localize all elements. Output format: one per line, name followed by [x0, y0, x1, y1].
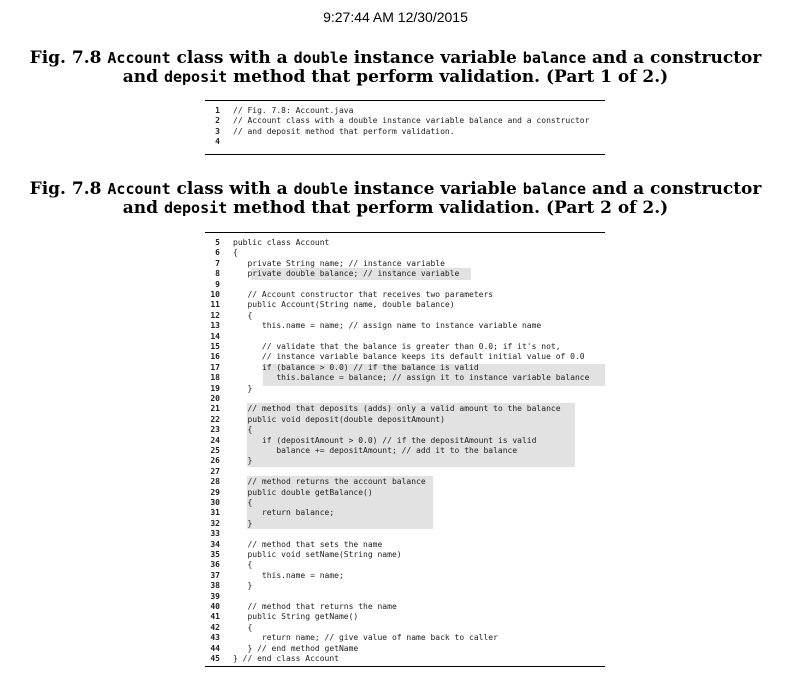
code-line [205, 425, 605, 435]
line-number: 43 [210, 633, 220, 643]
line-number: 45 [210, 654, 220, 663]
line-number: 36 [210, 560, 220, 570]
code-line [205, 290, 605, 300]
line-number: 16 [210, 352, 220, 362]
code-line [205, 269, 605, 279]
code-text: if (balance > 0.0) // if the balance is valid [233, 362, 479, 372]
line-number: 11 [210, 300, 220, 310]
caption-text: instance variable [353, 48, 517, 68]
code-text: } [233, 581, 253, 591]
code-line [205, 415, 605, 425]
line-number: 13 [210, 321, 220, 331]
code-line [205, 106, 605, 116]
line-number: 23 [210, 425, 220, 435]
code-line [205, 238, 605, 248]
line-number: 15 [210, 342, 220, 351]
code-text: return balance; [233, 508, 335, 518]
code-text: private double balance; // instance variable [233, 269, 460, 279]
line-number: 8 [215, 269, 220, 279]
code-line [205, 404, 605, 414]
code-listing-part-1 [205, 100, 605, 155]
line-number: 10 [210, 290, 220, 299]
code-text: // instance variable balance keeps its default initial value of 0.0 [233, 352, 585, 362]
code-text: // method that sets the name [233, 539, 383, 549]
code-text: // Account class with a double instance variable balance and a constructor [233, 116, 590, 126]
code-text: { [233, 310, 253, 320]
code-text: } // end class Account [233, 654, 339, 663]
code-line [205, 342, 605, 352]
caption-text: method that perform validation. (Part 2 of 2.) [233, 198, 669, 218]
code-line [205, 633, 605, 643]
code-line [205, 477, 605, 487]
line-number: 7 [215, 258, 220, 268]
code-line [205, 550, 605, 560]
line-number: 29 [210, 487, 220, 497]
code-text: balance += depositAmount; // add it to the balance [233, 446, 518, 455]
code-text: this.name = name; [233, 570, 344, 580]
line-number: 20 [210, 394, 220, 403]
code-text: { [233, 560, 253, 570]
line-number: 40 [210, 602, 220, 611]
code-line [205, 127, 605, 137]
code-line [205, 137, 605, 147]
line-number: 2 [215, 116, 220, 126]
line-number: 17 [210, 362, 220, 372]
code-text: { [233, 248, 238, 258]
code-text: { [233, 498, 253, 507]
caption-text: method that perform validation. (Part 1 of 2.) [233, 67, 669, 87]
line-number: 3 [215, 126, 220, 136]
code-text: if (depositAmount > 0.0) // if the depositAmount is valid [233, 435, 537, 445]
code-line [205, 467, 605, 477]
code-text: } // end method getName [233, 643, 359, 653]
line-number: 35 [210, 550, 220, 559]
code-line [205, 581, 605, 591]
line-number: 4 [215, 137, 220, 147]
line-number: 30 [210, 498, 220, 507]
caption-var-name: balance [522, 49, 587, 67]
code-line [205, 373, 605, 383]
code-text: return name; // give value of name back to caller [233, 633, 498, 643]
line-number: 38 [210, 581, 220, 591]
code-listing-part-2 [205, 232, 605, 667]
code-line [205, 571, 605, 581]
caption-prefix: Fig. 7.8 [29, 179, 102, 199]
code-text: public double getBalance() [233, 487, 373, 497]
line-number: 18 [210, 373, 220, 383]
code-line [205, 540, 605, 550]
code-text: { [233, 622, 253, 632]
code-text: public String getName() [233, 612, 359, 622]
code-line [205, 498, 605, 508]
line-number: 22 [210, 414, 220, 424]
caption-text: and [122, 67, 159, 87]
line-number: 41 [210, 612, 220, 622]
line-number: 19 [210, 383, 220, 393]
line-number: 33 [210, 529, 220, 539]
line-number: 1 [215, 106, 220, 115]
caption-text: and a constructor [591, 179, 762, 199]
code-text: // Fig. 7.8: Account.java [233, 106, 354, 115]
code-line [205, 592, 605, 602]
code-text: public class Account [233, 238, 330, 247]
code-text: } [233, 518, 253, 528]
code-line [205, 436, 605, 446]
line-number: 12 [210, 310, 220, 320]
code-text: public Account(String name, double balance) [233, 300, 455, 310]
code-line [205, 644, 605, 654]
timestamp: 9:27:44 AM 12/30/2015 [323, 9, 468, 25]
code-line [205, 612, 605, 622]
line-number: 9 [215, 279, 220, 289]
figure-caption-part-1 [0, 49, 791, 87]
code-text: // Account constructor that receives two parameters [233, 290, 494, 299]
code-line [205, 623, 605, 633]
caption-text: instance variable [353, 179, 517, 199]
code-text: // method that returns the name [233, 602, 397, 611]
line-number: 27 [210, 466, 220, 476]
caption-method-name: deposit [163, 199, 228, 217]
code-line [205, 116, 605, 126]
code-text: // method returns the account balance [233, 477, 426, 487]
code-line [205, 654, 605, 664]
caption-var-name: balance [522, 180, 587, 198]
code-text: // validate that the balance is greater than 0.0; if it's not, [233, 342, 561, 351]
code-line [205, 529, 605, 539]
code-line [205, 508, 605, 518]
line-number: 6 [215, 248, 220, 258]
code-text: this.name = name; // assign name to instance variable name [233, 321, 542, 331]
code-line [205, 352, 605, 362]
code-text: // and deposit method that perform validation. [233, 126, 455, 136]
code-text: } [233, 456, 253, 466]
code-line [205, 519, 605, 529]
code-line [205, 394, 605, 404]
code-text: // method that deposits (adds) only a valid amount to the balance [233, 404, 561, 414]
line-number: 26 [210, 456, 220, 466]
caption-class-name: Account [107, 49, 171, 67]
line-number: 24 [210, 435, 220, 445]
code-line [205, 602, 605, 612]
code-line [205, 363, 605, 373]
code-text: public void setName(String name) [233, 550, 402, 559]
code-text: { [233, 425, 253, 435]
line-number: 37 [210, 570, 220, 580]
caption-text: and a constructor [591, 48, 762, 68]
caption-prefix: Fig. 7.8 [29, 48, 102, 68]
code-line [205, 384, 605, 394]
line-number: 42 [210, 622, 220, 632]
code-line [205, 332, 605, 342]
caption-type-name: double [293, 180, 348, 198]
line-number: 21 [210, 404, 220, 414]
line-number: 34 [210, 539, 220, 549]
line-number: 31 [210, 508, 220, 518]
code-text: public void deposit(double depositAmount) [233, 414, 445, 424]
code-line [205, 446, 605, 456]
code-line [205, 280, 605, 290]
line-number: 5 [215, 238, 220, 247]
caption-text: class with a [176, 179, 288, 199]
caption-class-name: Account [107, 180, 171, 198]
code-text: private String name; // instance variable [233, 258, 445, 268]
line-number: 14 [210, 331, 220, 341]
code-line [205, 259, 605, 269]
code-text: this.balance = balance; // assign it to instance variable balance [233, 373, 590, 383]
code-line [205, 560, 605, 570]
code-text: } [233, 383, 253, 393]
line-number: 32 [210, 518, 220, 528]
line-number: 44 [210, 643, 220, 653]
code-line [205, 488, 605, 498]
caption-type-name: double [293, 49, 348, 67]
caption-text: and [122, 198, 159, 218]
code-line [205, 248, 605, 258]
code-line [205, 321, 605, 331]
code-line [205, 311, 605, 321]
code-line [205, 456, 605, 466]
line-number: 25 [210, 446, 220, 455]
figure-caption-part-2 [0, 180, 791, 218]
line-number: 28 [210, 477, 220, 487]
code-line [205, 300, 605, 310]
caption-method-name: deposit [163, 68, 228, 86]
line-number: 39 [210, 591, 220, 601]
caption-text: class with a [176, 48, 288, 68]
